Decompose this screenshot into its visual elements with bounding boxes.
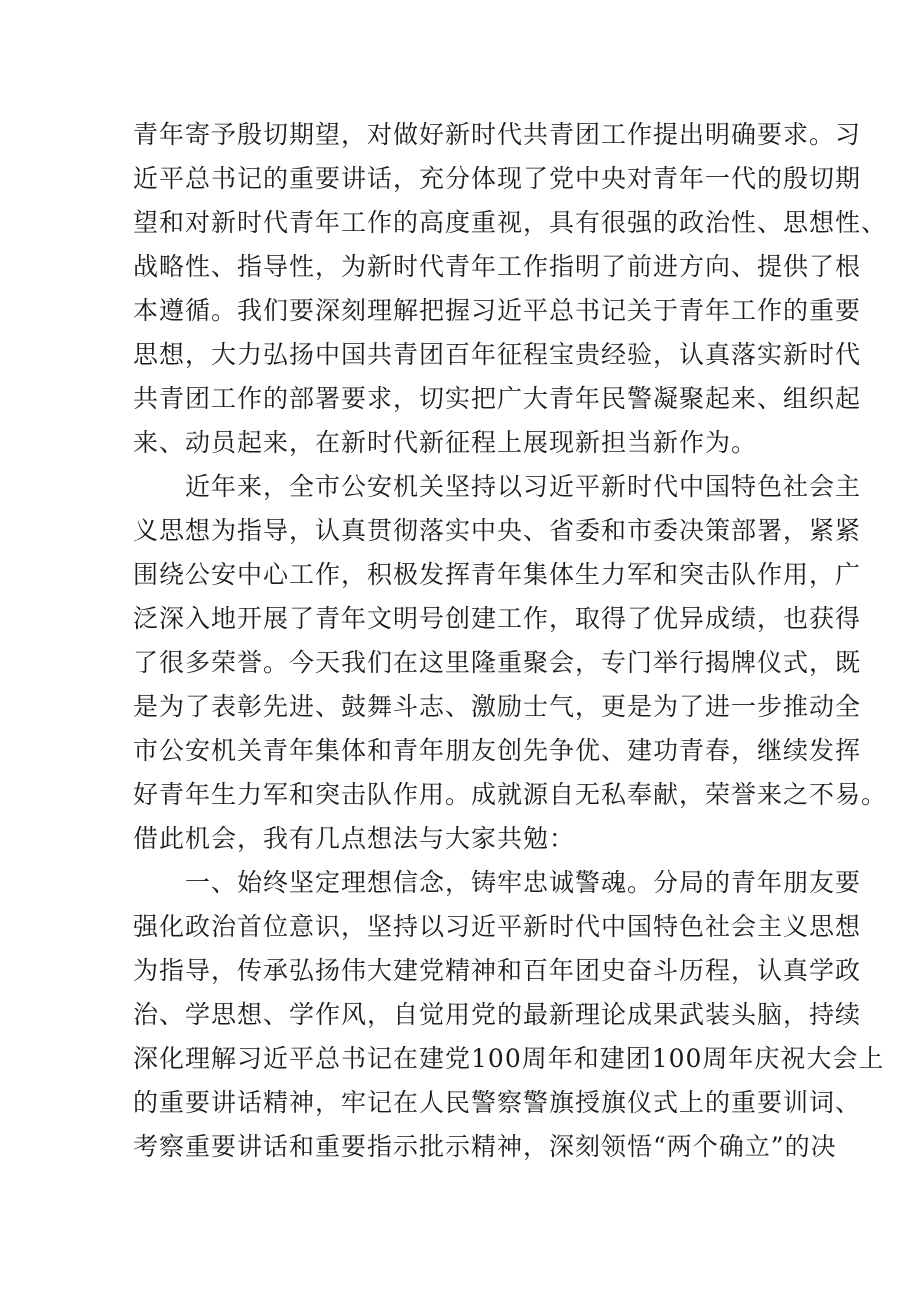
paragraph-3-line: 治、学思想、学作风，自觉用党的最新理论成果武装头脑，持续 bbox=[133, 1000, 862, 1029]
paragraph-3-line: 的重要讲话精神，牢记在人民警察警旗授旗仪式上的重要训词、 bbox=[133, 1088, 862, 1117]
paragraph-2-line: 泛深入地开展了青年文明号创建工作，取得了优异成绩，也获得 bbox=[133, 604, 862, 633]
paragraph-1-line: 思想，大力弘扬中国共青团百年征程宝贵经验，认真落实新时代 bbox=[133, 340, 862, 369]
paragraph-3-line: 考察重要讲话和重要指示批示精神，深刻领悟“两个确立”的决 bbox=[133, 1132, 837, 1161]
paragraph-2-line: 好青年生力军和突击队作用。成就源自无私奉献，荣誉来之不易。 bbox=[133, 780, 888, 809]
paragraph-2-line: 市公安机关青年集体和青年朋友创先争优、建功青春，继续发挥 bbox=[133, 736, 862, 765]
paragraph-2-line: 借此机会，我有几点想法与大家共勉： bbox=[133, 824, 576, 853]
paragraph-1-line: 战略性、指导性，为新时代青年工作指明了前进方向、提供了根 bbox=[133, 252, 862, 281]
paragraph-2-line: 义思想为指导，认真贯彻落实中央、省委和市委决策部署，紧紧 bbox=[133, 516, 862, 545]
paragraph-1-line: 望和对新时代青年工作的高度重视，具有很强的政治性、思想性、 bbox=[133, 208, 888, 237]
paragraph-3-line: 深化理解习近平总书记在建党100周年和建团100周年庆祝大会上 bbox=[133, 1044, 885, 1073]
paragraph-1-line: 来、动员起来，在新时代新征程上展现新担当新作为。 bbox=[133, 428, 758, 457]
paragraph-2-line: 了很多荣誉。今天我们在这里隆重聚会，专门举行揭牌仪式，既 bbox=[133, 648, 862, 677]
paragraph-1-line: 近平总书记的重要讲话，充分体现了党中央对青年一代的殷切期 bbox=[133, 164, 862, 193]
paragraph-3-line: 一、始终坚定理想信念，铸牢忠诚警魂。分局的青年朋友要 bbox=[185, 868, 862, 897]
paragraph-1-line: 青年寄予殷切期望，对做好新时代共青团工作提出明确要求。习 bbox=[133, 120, 862, 149]
paragraph-2-line: 是为了表彰先进、鼓舞斗志、激励士气，更是为了进一步推动全 bbox=[133, 692, 862, 721]
paragraph-1-line: 共青团工作的部署要求，切实把广大青年民警凝聚起来、组织起 bbox=[133, 384, 862, 413]
paragraph-2-line: 围绕公安中心工作，积极发挥青年集体生力军和突击队作用，广 bbox=[133, 560, 862, 589]
paragraph-1-line: 本遵循。我们要深刻理解把握习近平总书记关于青年工作的重要 bbox=[133, 296, 862, 325]
paragraph-2-line: 近年来，全市公安机关坚持以习近平新时代中国特色社会主 bbox=[185, 472, 862, 501]
paragraph-3-line: 强化政治首位意识，坚持以习近平新时代中国特色社会主义思想 bbox=[133, 912, 862, 941]
document-body bbox=[133, 113, 888, 1169]
paragraph-3-line: 为指导，传承弘扬伟大建党精神和百年团史奋斗历程，认真学政 bbox=[133, 956, 862, 985]
